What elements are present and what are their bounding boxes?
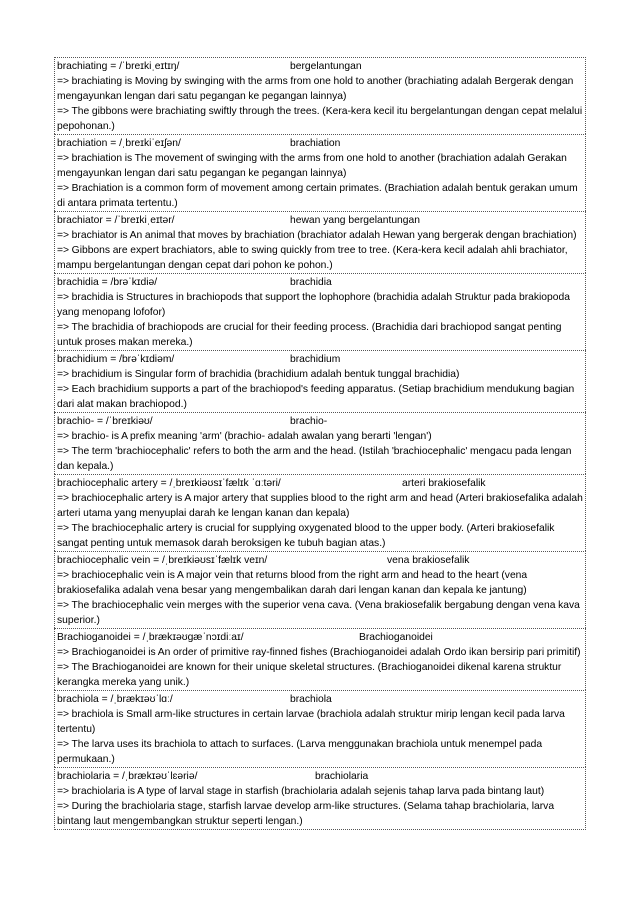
entry-definition: => brachidia is Structures in brachiopods that support the lophophore (brachidia adalah Struktur pada brakiopoda yang menopang lofofor) <box>57 292 570 318</box>
entry-translation: brachidia <box>290 277 332 288</box>
entry-definition: => brachiola is Small arm-like structures in certain larvae (brachiola adalah struktur mirip lengan kecil pada larva tertentu) <box>57 709 565 735</box>
entry-term: brachidia = /brəˈkɪdiə/ <box>57 277 158 288</box>
entry-translation: arteri brakiosefalik <box>402 478 486 489</box>
entry-translation: bergelantungan <box>290 61 362 72</box>
entry-term: brachiocephalic vein = /ˌbreɪkiəʊsɪˈfælɪk veɪn/ <box>57 555 268 566</box>
entry-headline <box>57 275 583 290</box>
entry-brachiola <box>54 690 586 767</box>
entry-example: => The Brachioganoidei are known for their unique skeletal structures. (Brachioganoidei dikenal karena struktur kerangka mereka yang unik.) <box>57 662 562 688</box>
entry-example: => Each brachidium supports a part of the brachiopod's feeding apparatus. (Setiap brachidium mendukung bagian dari alat makan brachiopod.) <box>57 384 575 410</box>
entry-example: => The gibbons were brachiating swiftly through the trees. (Kera-kera kecil itu bergelantungan dengan cepat melalui pepohonan.) <box>57 106 583 132</box>
entry-term: Brachioganoidei = /ˌbrækɪəʊgæˈnɔɪdiːaɪ/ <box>57 632 244 643</box>
entry-example: => Brachiation is a common form of movement among certain primates. (Brachiation adalah bentuk gerakan umum di antara primata tertentu.) <box>57 183 578 209</box>
entry-brachiolaria <box>54 767 586 830</box>
entry-headline <box>57 476 583 491</box>
entry-brachidia <box>54 273 586 350</box>
entry-definition: => brachiating is Moving by swinging with the arms from one hold to another (brachiating adalah Bergerak dengan mengayunkan lengan dari satu pegangan ke pegangan lainnya) <box>57 76 574 102</box>
entry-definition: => brachiator is An animal that moves by brachiation (brachiator adalah Hewan yang bergerak dengan brachiation) <box>57 230 577 241</box>
entry-example: => The term 'brachiocephalic' refers to both the arm and the head. (Istilah 'brachiocephalic' mengacu pada lengan dan kepala.) <box>57 446 572 472</box>
entry-translation: brachiola <box>290 694 332 705</box>
entry-definition: => brachio- is A prefix meaning 'arm' (brachio- adalah awalan yang berarti 'lengan') <box>57 431 432 442</box>
entry-brachiator <box>54 211 586 273</box>
entry-headline <box>57 136 583 151</box>
entry-brachio-prefix <box>54 412 586 474</box>
entry-headline <box>57 414 583 429</box>
entry-definition: => brachiocephalic artery is A major artery that supplies blood to the right arm and head (Arteri brakiosefalika adalah arteri utama yang menyuplai darah ke lengan kanan dan kepala) <box>57 493 583 519</box>
entry-headline <box>57 769 583 784</box>
entry-brachiocephalic-artery <box>54 474 586 551</box>
entry-example: => The larva uses its brachiola to attach to surfaces. (Larva menggunakan brachiola untuk menempel pada permukaan.) <box>57 739 543 765</box>
dictionary-page <box>54 57 586 830</box>
entry-brachidium <box>54 350 586 412</box>
entry-example: => The brachiocephalic artery is crucial for supplying oxygenated blood to the upper body. (Arteri brakiosefalik sangat penting untuk memasok darah beroksigen ke tubuh bagian atas.) <box>57 523 555 549</box>
entry-term: brachiocephalic artery = /ˌbreɪkiəʊsɪˈfælɪk ˈɑːtəri/ <box>57 478 281 489</box>
entry-term: brachiolaria = /ˌbrækɪəʊˈlɛəriə/ <box>57 771 198 782</box>
entry-definition: => brachidium is Singular form of brachidia (brachidium adalah bentuk tunggal brachidia) <box>57 369 460 380</box>
entry-headline <box>57 553 583 568</box>
entry-brachiocephalic-vein <box>54 551 586 628</box>
entry-headline <box>57 692 583 707</box>
entry-translation: hewan yang bergelantungan <box>290 215 420 226</box>
entry-headline <box>57 213 583 228</box>
entry-term: brachiola = /ˌbrækɪəʊˈlɑː/ <box>57 694 173 705</box>
entry-headline <box>57 352 583 367</box>
entry-translation: brachidium <box>290 354 341 365</box>
entry-brachioganoidei <box>54 628 586 690</box>
entry-term: brachiation = /ˌbreɪkiˈeɪʃən/ <box>57 138 181 149</box>
entry-definition: => brachiolaria is A type of larval stage in starfish (brachiolaria adalah sejenis tahap larva pada bintang laut) <box>57 786 545 797</box>
entry-translation: brachiolaria <box>315 771 369 782</box>
entry-term: brachiating = /ˈbreɪkiˌeɪtɪŋ/ <box>57 61 180 72</box>
entry-definition: => brachiocephalic vein is A major vein that returns blood from the right arm and head to the heart (vena brakiosefalika adalah vena besar yang mengembalikan darah dari lengan kanan dan kepala ke jantung) <box>57 570 528 596</box>
entry-brachiation <box>54 134 586 211</box>
entry-example: => Gibbons are expert brachiators, able to swing quickly from tree to tree. (Kera-kera kecil adalah ahli brachiator, mampu bergelantungan dengan cepat dari pohon ke pohon.) <box>57 245 568 271</box>
entry-headline <box>57 630 583 645</box>
entry-term: brachidium = /brəˈkɪdiəm/ <box>57 354 175 365</box>
entry-translation: vena brakiosefalik <box>387 555 470 566</box>
entry-example: => The brachiocephalic vein merges with the superior vena cava. (Vena brakiosefalik bergabung dengan vena kava superior.) <box>57 600 580 626</box>
entry-brachiating <box>54 57 586 134</box>
entry-headline <box>57 59 583 74</box>
entry-definition: => Brachioganoidei is An order of primitive ray-finned fishes (Brachioganoidei adalah Ordo ikan bersirip pari primitif) <box>57 647 581 658</box>
entry-term: brachio- = /ˈbreɪkiəʊ/ <box>57 416 153 427</box>
entry-translation: brachiation <box>290 138 341 149</box>
entry-translation: Brachioganoidei <box>359 632 433 643</box>
entry-example: => The brachidia of brachiopods are crucial for their feeding process. (Brachidia dari brachiopod sangat penting untuk proses makan mereka.) <box>57 322 562 348</box>
entry-term: brachiator = /ˈbreɪkiˌeɪtər/ <box>57 215 175 226</box>
entry-translation: brachio- <box>290 416 328 427</box>
entry-definition: => brachiation is The movement of swinging with the arms from one hold to another (brachiation adalah Gerakan mengayunkan lengan dari satu pegangan ke pegangan lainnya) <box>57 153 567 179</box>
entry-example: => During the brachiolaria stage, starfish larvae develop arm-like structures. (Selama tahap brachiolaria, larva bintang laut mengembangkan struktur seperti lengan.) <box>57 801 555 827</box>
